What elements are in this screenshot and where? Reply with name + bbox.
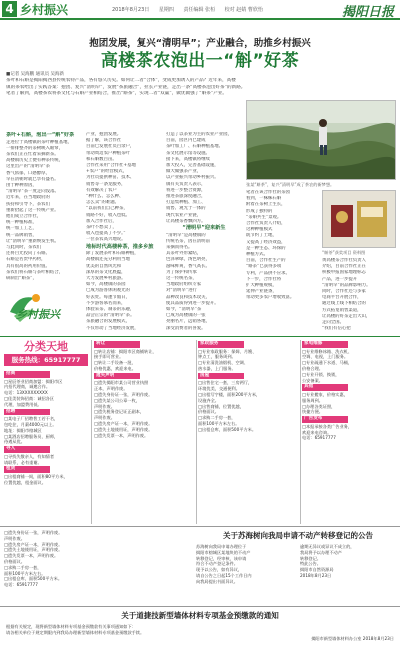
text-line: 统一种植标准， (6, 220, 37, 226)
text-line: 扩大种植规模， (246, 283, 277, 289)
tea-garden-photo (246, 100, 396, 180)
ad-line: □遗失身份证一张，声明作废。 (4, 530, 63, 535)
text-line: “清明早”的品牌影响力。 (322, 282, 371, 288)
ad-line: 请联系，必有重谢。 (4, 459, 42, 465)
notice-line: 转移登记，经审核，该申请 (196, 555, 247, 561)
ad-line: 环境优美，交通便利。 (198, 386, 240, 392)
text-line: 这种种植模式 (246, 227, 273, 233)
issue-date: 2018年8月23日 (112, 7, 150, 13)
ad-line: □专业维修冰箱、洗衣机、 (302, 348, 353, 354)
ad-line: 价格面议。 (4, 558, 25, 564)
text-line: 走进位于高楼镇的茶叶种植基地， (6, 139, 72, 145)
column-heading: 茶叶+石斛，泡出一“斛”好茶 (6, 132, 75, 138)
text-line: “种什么、怎么种、 (86, 194, 124, 200)
ad-category: 家电维修 (302, 341, 348, 348)
text-line: 下一步，合作社将 (246, 276, 282, 282)
article-column-2 (86, 132, 162, 332)
text-line: 与此同时，茶农们 (6, 245, 42, 251)
text-line: 对“清明早”进行 (166, 288, 197, 294)
text-line: 加入合作社后， (86, 218, 117, 224)
notice-2-title: 关于道捷技新型墙体材料专项基金预缴款的通知 (121, 611, 279, 620)
text-line: 已成为高楼镇的一张 (166, 313, 206, 319)
photo-caption: 张某“斛茶”，复兴“清明早”成了茶农的新梦想。 (246, 182, 335, 187)
ad-category: 其他 (302, 384, 348, 391)
text-line: “清明早”是高楼镇的 (166, 232, 206, 238)
text-line: 销售等一条龙服务， (86, 181, 126, 187)
text-line: 色泽翠绿，汤色明亮， (166, 257, 210, 263)
ad-line: □出租仓库，面积500平方米。 (198, 426, 257, 432)
text-line: 其茶叶外形紧结， (166, 251, 202, 257)
text-line: “茶斛共生”景观。 (246, 214, 282, 220)
text-line: 好去处。每逢节假日， (86, 294, 130, 300)
text-line: 带动更多农户增收致富。 (246, 295, 295, 301)
ad-line: □出租商铺一间，面积80平方米， (4, 473, 68, 479)
ad-line: 服务周到。 (302, 397, 323, 403)
lede-line: 镇的茶农给出了实践答案：抱团、复兴“清明早”，发展“茶旅融合”，拉长产业链，走出一条“高楼茶泡出好茶”的新路。 (6, 84, 246, 90)
notice-2-body (6, 624, 394, 652)
ad-category: 遗失声明 (94, 373, 140, 380)
text-line: 目前，合作社生产的 (246, 258, 286, 264)
article-column-1 (6, 132, 80, 282)
text-line: 扶持和引导下，茶农们 (6, 201, 50, 207)
text-line: 一排排整齐的茶树映入眼帘， (6, 145, 64, 151)
text-line: 是一种生态、环保的 (246, 245, 286, 251)
ad-line: 声明作废。 (94, 403, 115, 409)
ad-line: 正本，声明作废。 (94, 386, 128, 392)
rural-revitalization-logo (4, 286, 90, 336)
text-line: 看到，一株株石斛 (246, 196, 282, 202)
text-line: 方式拓宽销售渠道， (322, 307, 362, 313)
article-column-4 (246, 190, 318, 332)
text-line: 通过线上线下相结合的 (322, 301, 366, 307)
ad-line: 快捷方便。 (302, 409, 323, 415)
ad-line: □出租写字楼，面积200平方米， (198, 391, 261, 397)
column-heading: 地标时代高楼种茶，推多乡旅 (86, 243, 154, 250)
page-number: 4 (2, 1, 17, 17)
text-line: 深受消费者的喜爱。 (166, 325, 206, 331)
ad-category: 招商 (4, 371, 50, 378)
ad-line: 价格合理。 (302, 365, 323, 371)
text-line: 打造集种植、加工、 (166, 200, 206, 206)
text-line: 让“清明早”重新焕发生机。 (6, 238, 59, 244)
text-line: 当地政府组织专家 (166, 282, 202, 288)
classifieds-hotline: 服务热线：65917777 (4, 354, 88, 366)
ad-category: 家政服务 (198, 341, 244, 348)
ad-line: 电话：65917777 (4, 582, 38, 588)
text-line: 使其品质得到进一步提升。 (166, 300, 219, 306)
text-line: +农户”的经营模式， (86, 169, 128, 175)
product-photo-caption: “斛茶”获奖项目 资料图 (322, 250, 366, 255)
notice-line: 符合不动产登记条件。 (196, 561, 238, 567)
ad-line: □遗失土地使用证，声明作废。 (4, 547, 63, 553)
notice-1-title: 关于苏海树向我局申请不动产转移登记的公告 (223, 531, 373, 540)
ad-category: 寻人 (4, 446, 50, 453)
paper-name: 揭阳日报 (341, 5, 394, 20)
ad-column-separator (300, 340, 301, 524)
ad-line: □专业清洗油烟机、空调、 (198, 360, 249, 366)
text-line: 茶叶加工厂、石斛种植基地、 (166, 144, 224, 150)
ad-line: 价格优惠，欢迎来电。 (94, 365, 136, 371)
ad-category: 招聘 (4, 409, 50, 416)
ad-line: □出租仓库，面积500平方米。 (4, 576, 63, 582)
ad-column-2 (94, 340, 194, 522)
text-line: 如今，“清明早”茶 (166, 307, 202, 313)
ad-line: □专业疏通下水道、马桶， (302, 360, 353, 366)
notice-1-left (196, 544, 296, 606)
notice-line: 转移登记。 (300, 555, 321, 561)
section-name: 乡村振兴 (20, 3, 69, 17)
notice-line: 根据有关规定，现将新型墙体材料专项基金预缴款有关事项通知如下： (6, 624, 136, 629)
ad-line: 公安备案。 (302, 377, 323, 383)
notice-line: 2018年8月23日 (300, 572, 332, 578)
ad-line: □专业搬家，价格实惠， (302, 391, 348, 397)
ad-line: 钟点工，服务周到。 (198, 354, 236, 360)
ad-line: □佳美装饰招商：诚招各区 (4, 395, 55, 401)
ad-line: □本报承接各类广告业务， (302, 423, 353, 429)
notices-divider (0, 526, 400, 527)
text-line: 推进茶旅深度融合， (166, 194, 206, 200)
ad-column-1 (4, 370, 88, 522)
text-line: 附着在茶树上生长， (246, 202, 286, 208)
text-line: 目前已发展社员百余户， (86, 144, 135, 150)
text-line: 笔者在该合作社的茶园 (246, 190, 290, 195)
issue-weekday: 星期四 (158, 7, 174, 13)
text-line: 亮丽名片，远销各地， (166, 319, 210, 325)
ad-line: 声明作废。 (4, 535, 25, 541)
ad-line: □专业家政服务：保姆、月嫂、 (198, 348, 257, 354)
ad-line: □遗失税务登记证正副本， (94, 409, 145, 415)
text-line: “斛茶”已获得多项 (246, 264, 282, 270)
section-divider (0, 336, 400, 337)
text-line: 统一品牌销售， (6, 232, 37, 238)
text-line: 目前，园区内已建成 (166, 138, 206, 144)
text-line: 为了保护和传承 (166, 269, 197, 275)
text-line: 除了发展茶叶和石斛种植， (86, 251, 139, 257)
text-line: 专利，产品供不应求。 (246, 270, 290, 276)
ad-category: 房屋 (198, 373, 244, 380)
ad-line: 空调、电视，上门服务。 (302, 354, 349, 360)
ad-line: □某电子厂招聘普工若干名， (4, 416, 59, 422)
text-line: 茶文化展示馆等设施。 (166, 150, 210, 156)
text-line: 让高楼茶香飘四方。 (166, 218, 206, 224)
text-line: 带动周边农户种植茶叶 (86, 150, 130, 156)
ad-column-separator (196, 340, 197, 524)
ad-line: □求购二手房一套， (198, 415, 236, 421)
ad-line: □出售商铺，位置优越， (198, 403, 244, 409)
logo-text: 乡村振兴 (16, 308, 60, 321)
text-line: 传统名茶，因在清明前 (166, 238, 210, 244)
text-line: 采摘而得名。 (166, 245, 193, 251)
article-byline: ■记者 吴海鹏 通讯员 吴海新 (6, 72, 65, 77)
tea-product-image (323, 191, 396, 248)
text-line: 具有很高的药用价值。 (6, 263, 50, 269)
ad-line: □遗失揭阳市某公司营业执照 (94, 380, 149, 386)
ad-category: 租赁 (4, 466, 50, 473)
text-line: 形成了独特的 (246, 208, 273, 214)
notice-line: 揭阳市自然资源局 (300, 567, 334, 573)
text-line: 打造了以茶业为主的农业产业园， (166, 132, 232, 137)
masthead (0, 0, 400, 20)
ad-continuation (4, 530, 192, 606)
notice-1-right (300, 544, 396, 606)
editor-credit: 责任编辑 张桓 (183, 7, 216, 13)
text-line: 同时，合作社还与多家 (322, 289, 366, 295)
masthead-meta (112, 6, 271, 13)
text-line: “清明早”茶一度走向没落。 (6, 189, 59, 195)
text-line: 不少游客慕名而来， (86, 300, 126, 306)
ad-category: 转让 (94, 341, 140, 348)
text-line: “以前我们自己种茶， (86, 206, 128, 212)
text-line: 一位茶农高兴地说。 (86, 237, 126, 243)
text-line: 茶叶不愁卖了， (86, 225, 117, 231)
text-line: 接下来，高楼镇将继续 (166, 156, 210, 162)
article-lede (6, 78, 394, 98)
text-line: 走向全国。 (322, 320, 344, 326)
text-line: 销售、观光于一体的 (166, 206, 206, 212)
text-line: 还将目光投向了石斛。 (6, 251, 50, 257)
notice-line: 逾期无异议或异议不成立的， (300, 544, 355, 549)
text-line: 高楼镇历史上便有种茶传统， (6, 158, 64, 164)
column-heading: “清明早”迎来新生 (182, 225, 226, 232)
ad-line: 欢迎来电咨询。 (302, 429, 332, 435)
text-line: 茶农们将石斛与茶叶相结合， (6, 269, 64, 275)
text-line: 既节约了土地， (246, 233, 277, 239)
text-line: 体验采茶、制茶的乐趣， (86, 307, 135, 313)
tea-garden-image (247, 101, 396, 180)
text-line: 积极申报国家地理标志 (322, 270, 366, 276)
ad-line: □求购二手房一套， (4, 564, 42, 570)
ad-line: □专业开锁、换锁， (302, 371, 340, 377)
article-column-3 (166, 132, 242, 332)
text-line: 优美的自然风光和 (86, 263, 122, 269)
ad-category: 广告发布 (302, 416, 348, 423)
text-line: 怎么卖”的难题。 (86, 200, 120, 206)
text-line: 将进一步整合资源， (166, 187, 206, 193)
text-line: 由于种种原因， (6, 183, 37, 189)
ad-line: 设施齐全。 (198, 397, 219, 403)
notice-line: 现予以公告，如有异议， (196, 567, 243, 573)
text-line: 黄高楼茶合作社负责人 (322, 258, 366, 263)
ad-line: □遗失发票一本，声明作废。 (4, 553, 59, 559)
text-line: 这一传统名茶， (166, 276, 197, 282)
notice-line: 我局将予以办理不动产 (300, 549, 342, 555)
text-line: 合作社采用“合作社+基地 (86, 163, 136, 169)
notice-line: 请各相关单位于规定期限内到我局办理新型墙体材料专项基金预缴款手续。 (6, 629, 145, 635)
ad-line: 内招代理商，诚邀合作。 (4, 384, 51, 390)
text-line: 香气浓郁，口感醇厚， (6, 170, 50, 176)
article-subhead: 抱团发展，复兴“清明早”；产业融合，助推乡村振兴 (89, 38, 311, 49)
ad-line: 面积100平方米左右。 (4, 570, 46, 576)
ad-line: 地址：揭阳市榕城区 (4, 427, 42, 433)
ad-line: 代理，加盟费用低。 (4, 401, 42, 407)
text-line: 种植方式。 (246, 252, 268, 258)
text-line: 高楼镇还充分利用当地 (86, 257, 130, 263)
notice-signature: 揭阳市新型墙体材料办公室 2018年8月23日 (311, 635, 394, 641)
text-line: 滋味鲜爽，香气高长。 (166, 263, 210, 269)
text-line: 介绍，目前合作社正在 (322, 264, 366, 270)
ad-line: □办理各类证照， (302, 403, 336, 409)
ad-column-3 (198, 340, 298, 522)
text-line: 镇有关负责人表示， (166, 181, 206, 187)
text-line: 和石斛数百亩。 (86, 156, 117, 162)
ad-line: □寻找失散亲人，有知情者 (4, 453, 55, 459)
text-line: 统一加工工艺， (6, 226, 37, 232)
text-line: 深厚的茶文化底蕴， (86, 269, 126, 275)
text-line: 研制出“斛茶”， (6, 276, 37, 282)
lede-line: 笔者了解到，高楼茶农将茶文化与石斛产业相结合，推出“斛茶”，实现二者“双赢”，做优做强了“斛茶”产业。 (6, 91, 228, 97)
notice-line: 向我局提出书面异议。 (196, 578, 238, 584)
ad-line: 声明作废。 (94, 415, 115, 421)
text-line: 茶旅融合的发展模式， (86, 319, 130, 325)
text-line: 以产业振兴带动乡村振兴。 (166, 175, 219, 181)
text-line: 收入也提高了不少。” (86, 231, 126, 237)
text-line: 为社员提供种苗、技术、 (86, 175, 135, 181)
text-line: 石斛是名贵中药材， (6, 257, 46, 263)
text-line: 不仅带动了当地经济发展， (86, 325, 139, 331)
ad-line: 热水器，上门服务。 (198, 365, 236, 371)
notice-2-divider (0, 606, 400, 607)
ad-line: □遗失身份证一张，声明作废。 (94, 391, 153, 397)
text-line: 他们成立合作社， (6, 214, 42, 220)
ad-line: 接手即可营业。 (94, 354, 124, 360)
text-line: 重新拾起了这一传统产业。 (6, 207, 59, 213)
notice-line: 揭阳市榕城区某地块的不动产 (196, 549, 251, 555)
text-line: 做大做强茶产业， (166, 169, 202, 175)
ad-line: □转让店铺：揭阳市区商铺转让， (94, 348, 157, 354)
text-line: 有效解决了农户 (86, 187, 117, 193)
text-line: 销路不好，收入也低。 (86, 212, 130, 218)
ad-line: □遗失房产证一本，声明作废。 (4, 541, 63, 547)
text-line: 据了解，该合作社 (86, 138, 122, 144)
ad-line: □转让二手设备一批， (94, 360, 136, 366)
text-line: 现代农业产业链， (166, 212, 202, 218)
ad-line: 位置优越，租金面议。 (4, 479, 46, 485)
text-line: 近年来，在当地政府的 (6, 195, 50, 201)
text-line: 产品，进一步提升 (322, 276, 358, 282)
ad-line: □遗失土地使用证，声明作废。 (94, 426, 153, 432)
text-line: 电商平台开展合作， (322, 295, 362, 301)
ad-line: 面积100平方米左右。 (198, 420, 240, 426)
ad-line: □遗失房产证一本，声明作废。 (94, 420, 153, 426)
text-line: 早在清朝时就已享有盛名。 (6, 176, 59, 182)
text-line: “我们有信心把 (322, 326, 351, 332)
text-line: 已成为游客休闲观光的 (86, 288, 130, 294)
text-line: 茶农们正在忙着采摘新茶。 (6, 152, 59, 157)
ad-line: 待遇从优。 (4, 439, 25, 445)
ad-line: □出售住宅一套，三房两厅， (198, 380, 253, 386)
text-line: 产业，抱团发展。 (86, 132, 122, 137)
text-line: 加大投入，完善基础设施， (166, 163, 219, 169)
text-line: 品尝正宗的“清明早”茶。 (86, 313, 135, 319)
classifieds-title: 分类天地 (24, 340, 68, 353)
article-headline: 高楼茶农泡出一“斛”好茶 (100, 51, 300, 71)
proof-credit: 校对 赵婧 曹欣怡 (224, 7, 263, 13)
ad-column-4 (302, 340, 396, 522)
ad-line: 价格面议。 (198, 409, 219, 415)
notice-line: 请自公告之日起15个工作日内 (196, 572, 252, 578)
text-line: 这里出产的“清明早”茶 (6, 164, 51, 170)
lede-line: 茶叶和石斛是揭阳揭西县传统农特产品，各有悠久历史。如何让二者“合体”，变成更加诱人的产品？近年来，高楼 (6, 78, 236, 83)
ad-line: 包吃住，月薪4000元以上。 (4, 421, 57, 427)
text-line: 大力发展乡村旅游。 (86, 276, 126, 282)
article-column-5 (322, 258, 396, 332)
text-line: 又提高了经济效益， (246, 239, 286, 245)
ad-line: □遗失发票一本，声明作废。 (94, 432, 149, 438)
ad-line: □遗失某公司公章一枚， (94, 397, 140, 403)
ad-line: 电话：65917777 (302, 435, 336, 441)
ad-column-separator (91, 340, 92, 524)
tea-product-photo (322, 190, 396, 248)
ad-line: □星辰茶业招商加盟：揭阳市区 (4, 378, 63, 384)
text-line: 延伸产业链条， (246, 289, 277, 295)
notice-line: 特此公告。 (300, 561, 321, 567)
text-line: 如今，高楼镇的茶园 (86, 282, 126, 288)
notice-line: 苏海树向我局申请办理位于 (196, 544, 247, 549)
text-line: 品种改良和技术攻关， (166, 294, 210, 300)
ad-line: 电话：13XXXXXXXXX (4, 390, 48, 396)
ad-line: □某酒店招聘服务员、厨师， (4, 433, 59, 439)
text-line: 让高楼的好茶走出大山， (322, 313, 371, 319)
text-line: 合作社负责人介绍， (246, 221, 286, 227)
